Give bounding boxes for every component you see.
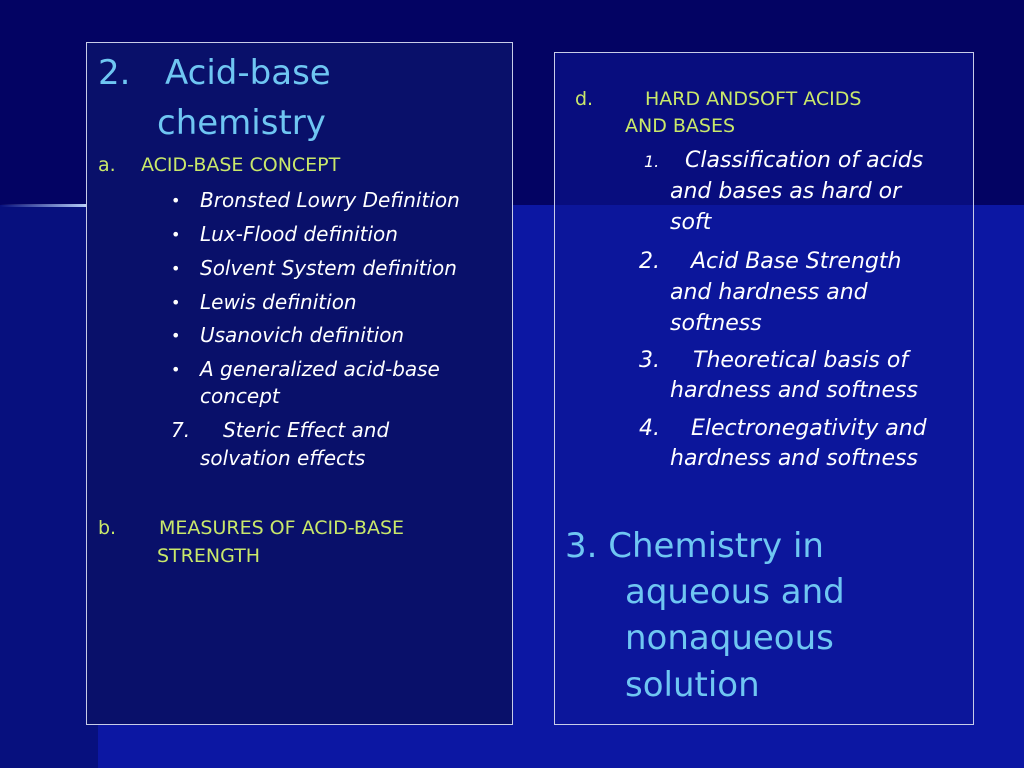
- bullet-marker: •: [171, 326, 181, 345]
- item-1-marker: 1.: [644, 152, 660, 171]
- item-4-marker: 4.: [639, 416, 660, 441]
- heading-line-1: Acid-base: [165, 53, 331, 93]
- section-d-line-1: HARD ANDSOFT ACIDS: [645, 88, 862, 110]
- slide-background-left-strip: [0, 205, 98, 768]
- bullet-item-usanovich: Usanovich definition: [200, 323, 405, 347]
- bullet-item-generalized-line-1: A generalized acid-base: [200, 357, 440, 381]
- item-7-line-2: solvation effects: [200, 446, 366, 470]
- right-content-panel: [554, 52, 974, 725]
- bullet-marker: •: [171, 225, 181, 244]
- heading-line-2: chemistry: [157, 103, 326, 143]
- section-d-marker: d.: [575, 88, 594, 110]
- bullet-item-lux-flood: Lux-Flood definition: [200, 222, 398, 246]
- section-b-marker: b.: [98, 517, 117, 539]
- heading-3-line-3: nonaqueous: [625, 618, 834, 658]
- bullet-marker: •: [171, 360, 181, 379]
- item-4-line-1: Electronegativity and: [691, 416, 927, 441]
- heading-3-line-4: solution: [625, 665, 760, 705]
- item-1-line-1: Classification of acids: [685, 148, 924, 173]
- heading-3-line-1: 3. Chemistry in: [565, 526, 824, 566]
- item-2-line-1: Acid Base Strength: [691, 249, 902, 274]
- heading-3-line-2: aqueous and: [625, 572, 845, 612]
- item-1-line-3: soft: [670, 210, 712, 235]
- bullet-item-lewis: Lewis definition: [200, 290, 357, 314]
- bullet-item-bronsted-lowry: Bronsted Lowry Definition: [200, 188, 460, 212]
- item-1-line-2: and bases as hard or: [670, 179, 902, 204]
- item-3-marker: 3.: [639, 348, 660, 373]
- section-b-line-2: STRENGTH: [157, 545, 261, 567]
- item-3-line-2: hardness and softness: [670, 378, 918, 403]
- item-7-marker: 7.: [171, 418, 191, 442]
- section-a-marker: a.: [98, 154, 116, 176]
- section-b-line-1: MEASURES OF ACID-BASE: [159, 517, 405, 539]
- section-a-title: ACID-BASE CONCEPT: [141, 154, 341, 176]
- heading-number: 2.: [98, 53, 131, 93]
- item-7-line-1: Steric Effect and: [223, 418, 390, 442]
- item-2-line-2: and hardness and: [670, 280, 868, 305]
- bullet-marker: •: [171, 259, 181, 278]
- bullet-marker: •: [171, 191, 181, 210]
- item-2-line-3: softness: [670, 311, 762, 336]
- item-3-line-1: Theoretical basis of: [693, 348, 909, 373]
- bullet-item-generalized-line-2: concept: [200, 384, 280, 408]
- left-content-panel: [86, 42, 513, 725]
- item-4-line-2: hardness and softness: [670, 446, 918, 471]
- bullet-marker: •: [171, 293, 181, 312]
- bullet-item-solvent-system: Solvent System definition: [200, 256, 457, 280]
- item-2-marker: 2.: [639, 249, 660, 274]
- section-d-line-2: AND BASES: [625, 115, 736, 137]
